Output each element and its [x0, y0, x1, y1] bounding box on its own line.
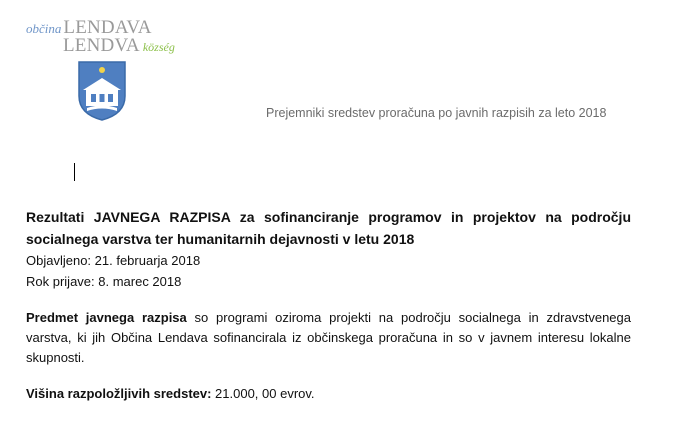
- subject-paragraph: [26, 308, 631, 368]
- application-deadline: Rok prijave: 8. marec 2018: [26, 274, 182, 289]
- document-heading: Rezultati JAVNEGA RAZPISA za sofinanciranje programov in projektov na področju socialnega varstva ter humanitarnih dejavnosti v letu 2018: [26, 209, 631, 247]
- logo-kozseg-label: község: [142, 40, 175, 54]
- subject-text: so programi oziroma projekti na področju socialnega in zdravstvenega varstva, ki jih Občina Lendava sofinancirala iz občinskega proračuna in so v javnem interesu lokalne skupnosti.: [26, 310, 632, 365]
- funds-line: [26, 383, 631, 404]
- published-date: Objavljeno: 21. februarja 2018: [26, 253, 201, 268]
- coat-of-arms-icon: [77, 60, 127, 122]
- header-title: Prejemniki sredstev proračuna po javnih razpisih za leto 2018: [266, 106, 607, 120]
- document-body: [26, 206, 631, 404]
- text-cursor: [74, 163, 75, 181]
- logo-obcina-label: občina: [26, 21, 62, 36]
- subject-label: Predmet javnega razpisa: [26, 310, 187, 325]
- funds-value: 21.000, 00 evrov.: [211, 386, 315, 401]
- municipality-logo-text: [26, 18, 175, 55]
- logo-lendva-label: LENDVA: [63, 35, 140, 56]
- logo-lendava-label: LENDAVA: [63, 17, 152, 38]
- funds-label: Višina razpoložljivih sredstev:: [26, 386, 212, 401]
